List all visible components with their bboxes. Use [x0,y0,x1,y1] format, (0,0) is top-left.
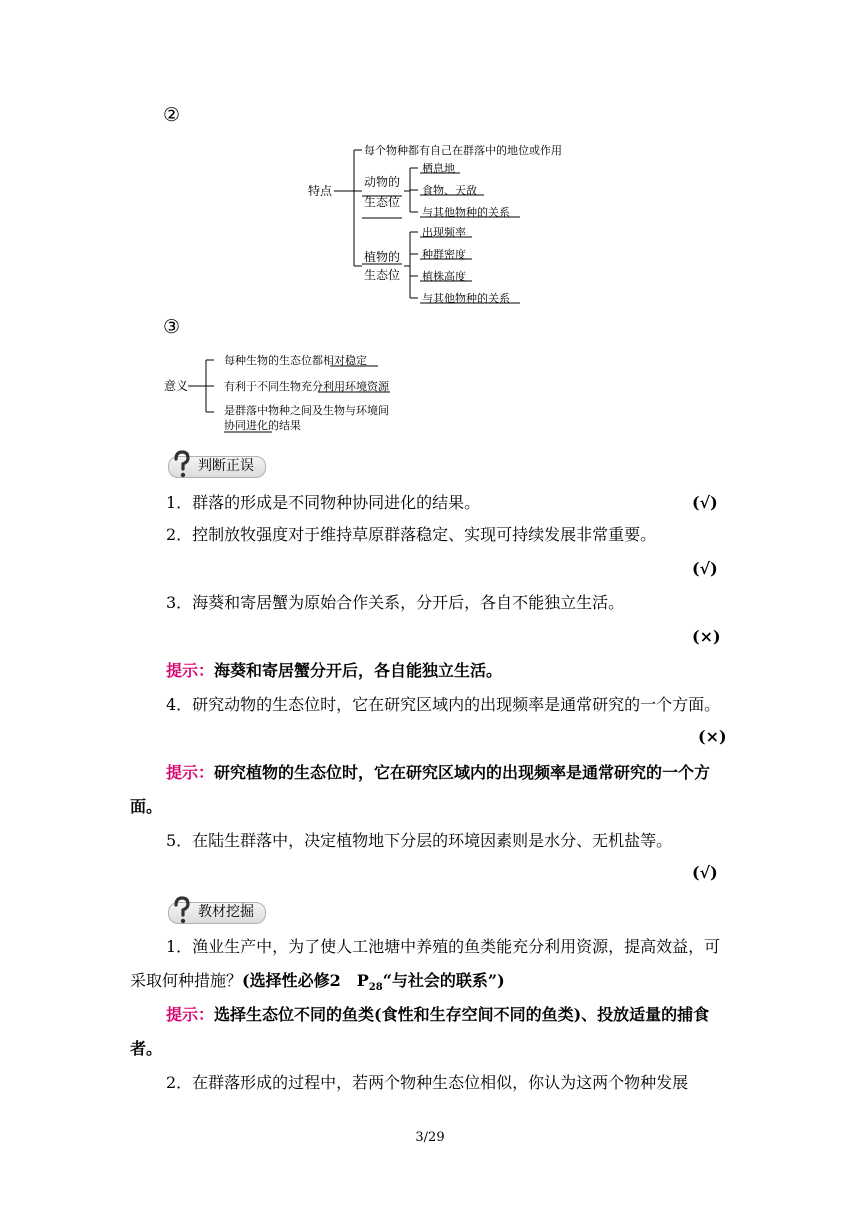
judge-a4: (×) [692,720,727,754]
hint-text: 研究植物的生态位时，它在研究区域内的出现频率是通常研究的一个方面。 [130,763,711,816]
judge-hint3 [130,654,730,688]
judge-a3: (×) [692,627,721,646]
judge-hint4 [130,756,730,824]
plant-niche-label-1: 植物的 [364,250,401,264]
significance-root: 意义 [164,379,189,393]
textbook-q2: 2．在群落形成的过程中，若两个物种生态位相似，你认为这两个物种发展 [166,1073,689,1092]
plant-item-density: 种群密度 [422,248,466,261]
judge-section-title: 判断正误 [198,458,254,474]
animal-niche-label-1: 动物的 [364,175,401,189]
textbook-q1-source: (选择性必修2 $P_{28}“$与社会的联系”) [242,971,505,994]
hint-label: 提示： [166,661,215,680]
hint-label: 提示： [166,1005,215,1024]
animal-item-habitat: 栖息地 [422,162,455,175]
textbook-section-title: 教材挖掘 [198,904,254,920]
judge-a1: (√) [692,493,718,512]
traits-diagram [300,136,600,312]
plant-niche-label-2: 生态位 [364,268,401,282]
animal-niche-label-2: 生态位 [364,195,401,209]
judge-a5: (√) [692,863,718,882]
judge-q4: 4．研究动物的生态位时，它在研究区域内的出现频率是通常研究的一个方面。 [166,695,721,714]
judge-q1: 1．群落的形成是不同物种协同进化的结果。 [166,493,481,512]
hint-label: 提示： [166,763,215,782]
significance-item-resources: 有利于不同生物充分利用环境资源 [224,380,389,393]
textbook-hint1 [130,998,730,1066]
judge-q3: 3．海葵和寄居蟹为原始合作关系，分开后，各自不能独立生活。 [166,593,625,612]
traits-root: 特点 [308,184,333,198]
question-mark-icon [172,450,192,480]
significance-item-evolution-1: 是群落中物种之间及生物与环境间 [224,404,389,417]
hint-text: 海葵和寄居蟹分开后，各自能独立生活。 [214,661,503,680]
hint-text: 选择生态位不同的鱼类(食性和生存空间不同的鱼类)、投放适量的捕食者。 [130,1005,710,1058]
traits-item-role: 每个物种都有自己在群落中的地位或作用 [364,144,562,157]
question-mark-icon [172,896,192,926]
significance-item-evolution-2: 协同进化的结果 [224,419,301,432]
section-marker-3: ③ [163,316,181,338]
significance-diagram [160,348,420,438]
animal-item-relations: 与其他物种的关系 [422,206,510,219]
textbook-section-badge [168,898,268,926]
significance-item-stable: 每种生物的生态位都相对稳定 [224,354,367,367]
judge-q2: 2．控制放牧强度对于维持草原群落稳定、实现可持续发展非常重要。 [166,525,657,544]
section-marker-2: ② [163,104,181,126]
textbook-q1-text: 1．渔业生产中，为了使人工池塘中养殖的鱼类能充分利用资源，提高效益，可采取何种措施？ [130,937,721,990]
judge-section-badge [168,452,268,480]
plant-item-height: 植株高度 [422,270,466,283]
page-number: 3/29 [415,1130,445,1145]
plant-item-frequency: 出现频率 [422,226,466,239]
animal-item-food: 食物、天敌 [422,184,477,197]
plant-item-relations: 与其他物种的关系 [422,292,510,305]
judge-q5: 5．在陆生群落中，决定植物地下分层的环境因素则是水分、无机盐等。 [166,831,673,850]
textbook-q1 [130,930,730,1005]
judge-a2: (√) [692,559,718,578]
